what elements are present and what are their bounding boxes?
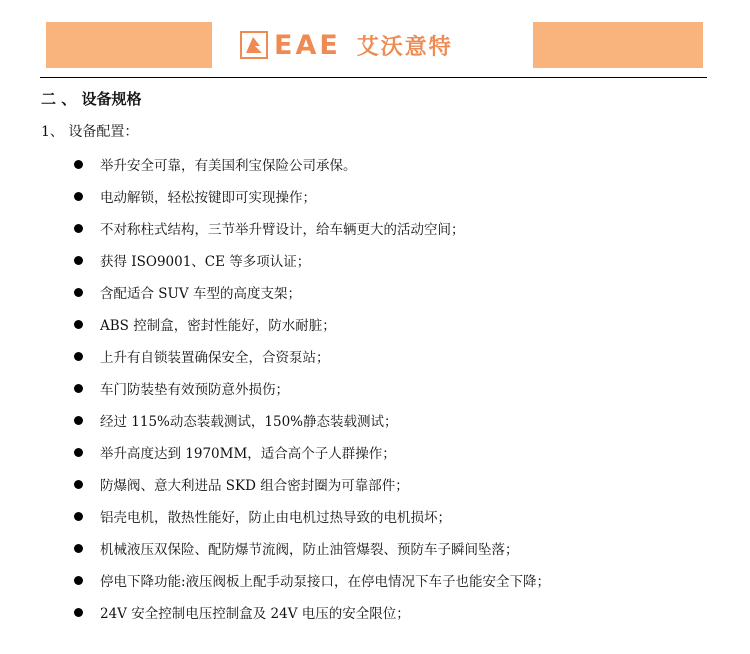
eae-logo-mark-icon	[240, 31, 268, 59]
list-item	[74, 148, 550, 180]
bullet-icon	[74, 256, 83, 265]
list-item	[74, 436, 550, 468]
bullet-icon	[74, 512, 83, 521]
header-band-left	[46, 22, 212, 68]
subsection-title: 1、 设备配置：	[41, 124, 139, 140]
list-item	[74, 500, 550, 532]
bullet-icon	[74, 544, 83, 553]
bullet-icon	[74, 288, 83, 297]
list-item	[74, 596, 550, 628]
bullet-icon	[74, 608, 83, 617]
list-item	[74, 468, 550, 500]
feature-text: ABS 控制盒，密封性能好，防水耐脏；	[100, 318, 336, 334]
feature-text: 机械液压双保险、配防爆节流阀，防止油管爆裂、预防车子瞬间坠落；	[100, 542, 519, 558]
bullet-icon	[74, 576, 83, 585]
feature-text: 获得 ISO9001、CE 等多项认证；	[100, 254, 311, 270]
list-item	[74, 212, 550, 244]
feature-text: 经过 115%动态装载测试，150%静态装载测试；	[100, 414, 398, 430]
bullet-icon	[74, 384, 83, 393]
bullet-icon	[74, 320, 83, 329]
feature-text: 举升高度达到 1970MM，适合高个子人群操作；	[100, 446, 396, 462]
feature-text: 铝壳电机，散热性能好，防止由电机过热导致的电机损坏；	[100, 510, 451, 526]
list-item	[74, 276, 550, 308]
list-item	[74, 244, 550, 276]
bullet-icon	[74, 160, 83, 169]
section-title: 二 、 设备规格	[41, 90, 142, 108]
feature-text: 24V 安全控制电压控制盒及 24V 电压的安全限位；	[100, 606, 410, 622]
logo-chinese-name: 艾沃意特	[356, 34, 453, 60]
bullet-icon	[74, 448, 83, 457]
feature-text: 车门防装垫有效预防意外损伤；	[100, 382, 289, 398]
feature-text: 含配适合 SUV 车型的高度支架；	[100, 286, 301, 302]
feature-text: 不对称柱式结构，三节举升臂设计，给车辆更大的活动空间；	[100, 222, 465, 238]
list-item	[74, 180, 550, 212]
header-divider	[40, 77, 707, 78]
header-band-right	[533, 22, 703, 68]
feature-text: 电动解锁，轻松按键即可实现操作；	[100, 190, 316, 206]
bullet-icon	[74, 480, 83, 489]
feature-text: 上升有自锁装置确保安全，合资泵站；	[100, 350, 330, 366]
list-item	[74, 564, 550, 596]
feature-text: 防爆阀、意大利进品 SKD 组合密封圈为可靠部件；	[100, 478, 409, 494]
list-item	[74, 532, 550, 564]
list-item	[74, 340, 550, 372]
list-item	[74, 372, 550, 404]
bullet-icon	[74, 192, 83, 201]
bullet-icon	[74, 416, 83, 425]
brand-logo	[214, 22, 531, 68]
list-item	[74, 308, 550, 340]
list-item	[74, 404, 550, 436]
feature-text: 停电下降功能:液压阀板上配手动泵接口，在停电情况下车子也能安全下降；	[100, 574, 551, 590]
feature-list	[74, 148, 550, 628]
bullet-icon	[74, 352, 83, 361]
logo-text: EAE	[274, 29, 341, 61]
bullet-icon	[74, 224, 83, 233]
feature-text: 举升安全可靠，有美国利宝保险公司承保。	[100, 158, 357, 174]
